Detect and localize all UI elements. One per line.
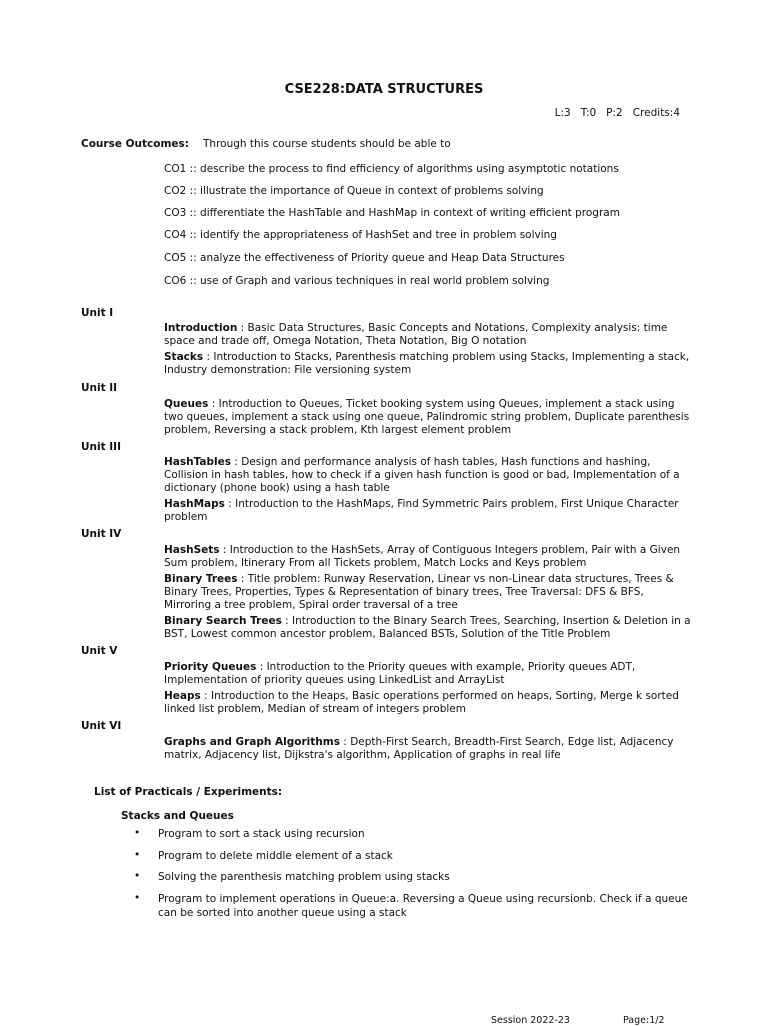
topic-text: Introduction to the HashMaps, Find Symmetric Pairs problem, First Unique Character problem — [164, 498, 679, 523]
topic-text: Title problem: Runway Reservation, Linear vs non-Linear data structures, Trees & Binary Trees, Properties, Types & Representation of binary trees, Tree Traversal: DFS & BFS, Mirroring a tree problem, Spiral order traversal of a tree — [164, 573, 674, 611]
course-outcome-6: CO6 :: use of Graph and various techniques in real world problem solving — [164, 275, 550, 287]
lecture-hours: L:3 — [554, 107, 571, 119]
unit-3-topic-hashtables: HashTables : Design and performance analysis of hash tables, Hash functions and hashing, Collision in hash tables, how to check if a given hash function is good or bad, Implementation of a dictionary (phone book) using a hash table — [164, 456, 680, 494]
unit-5-topic-heaps: Heaps : Introduction to the Heaps, Basic operations performed on heaps, Sorting, Merge k sorted linked list problem, Median of stream of integers problem — [164, 690, 679, 715]
course-outcome-1: CO1 :: describe the process to find efficiency of algorithms using asymptotic notations — [164, 163, 619, 175]
bullet-icon: • — [134, 849, 141, 861]
unit-2-topic-queues: Queues : Introduction to Queues, Ticket booking system using Queues, implement a stack using two queues, implement a stack using one queue, Palindromic string problem, Duplicate parenthesis problem, Reversing a stack problem, Kth largest element problem — [164, 398, 690, 436]
unit-6-label: Unit VI — [81, 720, 122, 732]
unit-1-label: Unit I — [81, 307, 114, 319]
topic-text: Introduction to the Binary Search Trees, Searching, Insertion & Deletion in a BST, Lowest common ancestor problem, Balanced BSTs, Solution of the Title Problem — [164, 615, 691, 640]
course-outcome-2: CO2 :: illustrate the importance of Queue in context of problems solving — [164, 185, 544, 197]
practical-item-1: Program to sort a stack using recursion — [158, 828, 365, 840]
topic-text: Introduction to Stacks, Parenthesis matching problem using Stacks, Implementing a stack, Industry demonstration: File versioning system — [164, 351, 690, 376]
unit-3-label: Unit III — [81, 441, 121, 453]
course-outcomes-label: Course Outcomes: — [81, 138, 189, 150]
course-outcomes-intro: Through this course students should be able to — [203, 138, 451, 150]
unit-5-topic-priority-queues: Priority Queues : Introduction to the Priority queues with example, Priority queues ADT, Implementation of priority queues using LinkedList and ArrayList — [164, 661, 636, 686]
topic-text: Basic Data Structures, Basic Concepts and Notations, Complexity analysis: time space and trade off, Omega Notation, Theta Notation, Big O notation — [164, 322, 668, 347]
course-outcome-4: CO4 :: identify the appropriateness of HashSet and tree in problem solving — [164, 229, 557, 241]
unit-6-topic-graphs: Graphs and Graph Algorithms : Depth-First Search, Breadth-First Search, Edge list, Adjacency matrix, Adjacency list, Dijkstra's algorithm, Application of graphs in real life — [164, 736, 674, 761]
topic-name: HashMaps — [164, 498, 225, 510]
bullet-icon: • — [134, 870, 141, 882]
credit-count: Credits:4 — [632, 107, 680, 119]
topic-name: Graphs and Graph Algorithms — [164, 736, 340, 748]
footer-page-number: Page:1/2 — [623, 1015, 665, 1026]
course-outcome-3: CO3 :: differentiate the HashTable and HashMap in context of writing efficient program — [164, 207, 620, 219]
topic-name: Stacks — [164, 351, 204, 363]
footer-session: Session 2022-23 — [491, 1015, 570, 1026]
bullet-icon: • — [134, 827, 141, 839]
unit-3-topic-hashmaps: HashMaps : Introduction to the HashMaps, Find Symmetric Pairs problem, First Unique Character problem — [164, 498, 679, 523]
credits-line — [555, 107, 680, 119]
topic-name: Priority Queues — [164, 661, 257, 673]
topic-text: Design and performance analysis of hash tables, Hash functions and hashing, Collision in hash tables, how to check if a given hash function is good or bad, Implementation of a dictionary (phone book) using a hash table — [164, 456, 680, 494]
unit-2-label: Unit II — [81, 382, 118, 394]
topic-text: Introduction to the Heaps, Basic operations performed on heaps, Sorting, Merge k sorted linked list problem, Median of stream of integers problem — [164, 690, 679, 715]
unit-1-topic-stacks: Stacks : Introduction to Stacks, Parenthesis matching problem using Stacks, Implementing a stack, Industry demonstration: File versioning system — [164, 351, 690, 376]
practicals-section-title: Stacks and Queues — [121, 810, 234, 822]
topic-text: Depth-First Search, Breadth-First Search, Edge list, Adjacency matrix, Adjacency list, Dijkstra's algorithm, Application of graphs in real life — [164, 736, 674, 761]
topic-name: HashTables — [164, 456, 231, 468]
topic-name: Introduction — [164, 322, 238, 334]
course-title: CSE228:DATA STRUCTURES — [284, 82, 484, 97]
practicals-heading: List of Practicals / Experiments: — [94, 786, 283, 798]
tutorial-hours: T:0 — [580, 107, 597, 119]
unit-4-topic-hashsets: HashSets : Introduction to the HashSets, Array of Contiguous Integers problem, Pair with a Given Sum problem, Itinerary From all Tickets problem, Match Locks and Keys problem — [164, 544, 681, 569]
practical-item-2: Program to delete middle element of a stack — [158, 850, 393, 862]
unit-5-label: Unit V — [81, 645, 118, 657]
topic-name: HashSets — [164, 544, 220, 556]
topic-text: Introduction to Queues, Ticket booking system using Queues, implement a stack using two queues, implement a stack using one queue, Palindromic string problem, Duplicate parenthesis problem, Reversing a stack problem, Kth largest element problem — [164, 398, 690, 436]
topic-text: Introduction to the HashSets, Array of Contiguous Integers problem, Pair with a Given Sum problem, Itinerary From all Tickets problem, Match Locks and Keys problem — [164, 544, 681, 569]
practical-hours: P:2 — [606, 107, 623, 119]
bullet-icon: • — [134, 892, 141, 904]
topic-name: Binary Search Trees — [164, 615, 282, 627]
topic-name: Queues — [164, 398, 209, 410]
unit-4-topic-binary-search-trees: Binary Search Trees : Introduction to the Binary Search Trees, Searching, Insertion & Deletion in a BST, Lowest common ancestor problem, Balanced BSTs, Solution of the Title Problem — [164, 615, 691, 640]
unit-4-label: Unit IV — [81, 528, 122, 540]
topic-name: Heaps — [164, 690, 201, 702]
unit-4-topic-binary-trees: Binary Trees : Title problem: Runway Reservation, Linear vs non-Linear data structures, Trees & Binary Trees, Properties, Types & Representation of binary trees, Tree Traversal: DFS & BFS, Mirroring a tree problem, Spiral order traversal of a tree — [164, 573, 674, 611]
topic-text: Introduction to the Priority queues with example, Priority queues ADT, Implementation of priority queues using LinkedList and ArrayList — [164, 661, 636, 686]
practical-item-4: Program to implement operations in Queue:a. Reversing a Queue using recursionb. Check if a queue can be sorted into another queue using a stack — [158, 893, 688, 919]
practical-item-3: Solving the parenthesis matching problem using stacks — [158, 871, 450, 883]
unit-1-topic-introduction: Introduction : Basic Data Structures, Basic Concepts and Notations, Complexity analysis: time space and trade off, Omega Notation, Theta Notation, Big O notation — [164, 322, 668, 347]
course-outcome-5: CO5 :: analyze the effectiveness of Priority queue and Heap Data Structures — [164, 252, 565, 264]
topic-name: Binary Trees — [164, 573, 238, 585]
